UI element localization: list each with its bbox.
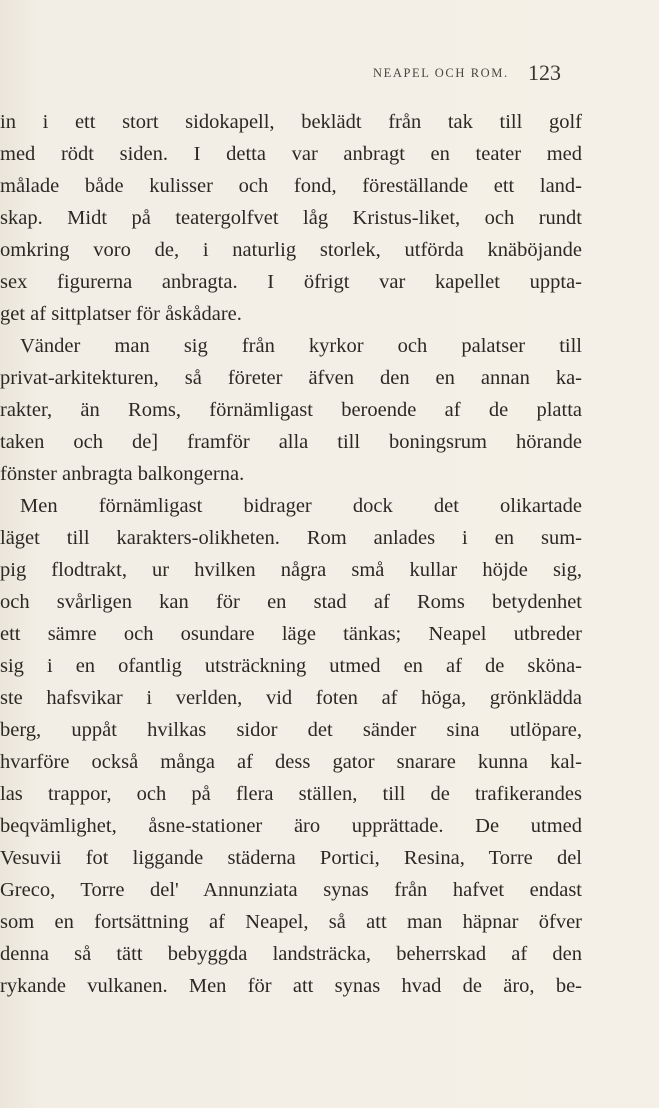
text-line: och svårligen kan för en stad af Roms betydenhet <box>0 591 582 613</box>
text-line: Vänder man sig från kyrkor och palatser till <box>20 335 582 357</box>
text-line: las trappor, och på flera ställen, till de trafikerandes <box>0 783 582 805</box>
text-line: ett sämre och osundare läge tänkas; Neapel utbreder <box>0 623 582 645</box>
text-line: skap. Midt på teatergolfvet låg Kristus-liket, och rundt <box>0 207 582 229</box>
text-line: läget till karakters-olikheten. Rom anlades i en sum- <box>0 527 582 549</box>
running-title: NEAPEL OCH ROM. <box>373 66 509 80</box>
text-line: sig i en ofantlig utsträckning utmed en af de sköna- <box>0 655 582 677</box>
text-line: fönster anbragta balkongerna. <box>0 463 245 485</box>
text-line: pig flodtrakt, ur hvilken några små kullar höjde sig, <box>0 559 582 581</box>
text-line: hvarföre också många af dess gator snarare kunna kal- <box>0 751 582 773</box>
text-line: Men förnämligast bidrager dock det olikartade <box>20 495 582 517</box>
text-line: Vesuvii fot liggande städerna Portici, Resina, Torre del <box>0 847 582 869</box>
text-line: som en fortsättning af Neapel, så att man häpnar öfver <box>0 911 582 933</box>
page-header <box>0 60 659 90</box>
text-line: beqvämlighet, åsne-stationer äro upprättade. De utmed <box>0 815 582 837</box>
text-line: privat-arkitekturen, så företer äfven den en annan ka- <box>0 367 582 389</box>
text-line: denna så tätt bebyggda landsträcka, beherrskad af den <box>0 943 582 965</box>
text-line: ste hafsvikar i verlden, vid foten af höga, grönklädda <box>0 687 582 709</box>
text-line: rykande vulkanen. Men för att synas hvad de äro, be- <box>0 975 582 997</box>
text-line: målade både kulisser och fond, föreställande ett land- <box>0 175 582 197</box>
text-line: in i ett stort sidokapell, beklädt från tak till golf <box>0 111 582 133</box>
text-line: med rödt siden. I detta var anbragt en teater med <box>0 143 582 165</box>
text-line: taken och de] framför alla till boningsrum hörande <box>0 431 582 453</box>
text-line: get af sittplatser för åskådare. <box>0 303 242 325</box>
text-line: berg, uppåt hvilkas sidor det sänder sina utlöpare, <box>0 719 582 741</box>
page-number: 123 <box>528 60 561 85</box>
text-line: rakter, än Roms, förnämligast beroende af de platta <box>0 399 582 421</box>
text-line: omkring voro de, i naturlig storlek, utförda knäböjande <box>0 239 582 261</box>
text-line: sex figurerna anbragta. I öfrigt var kapellet uppta- <box>0 271 582 293</box>
text-line: Greco, Torre del' Annunziata synas från hafvet endast <box>0 879 582 901</box>
